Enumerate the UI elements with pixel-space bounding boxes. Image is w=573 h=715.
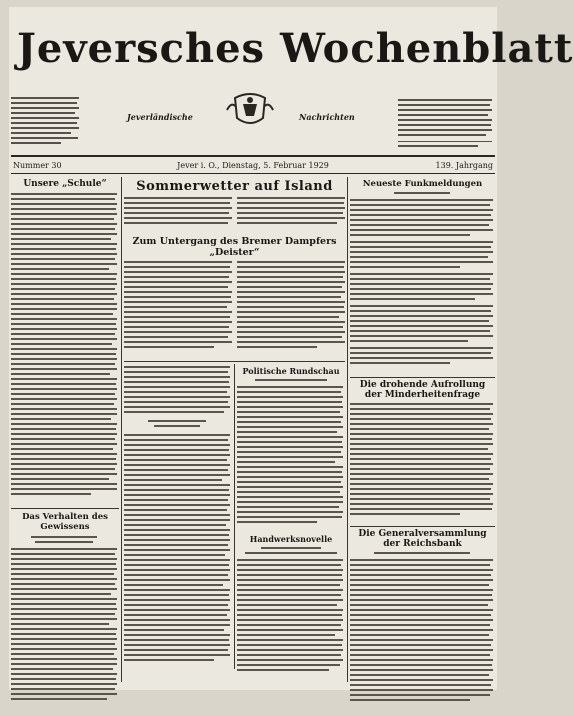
article-body-text bbox=[11, 191, 119, 501]
article-headline: Zum Untergang des Bremer Dampfers „Deister“ bbox=[132, 236, 337, 258]
article-headline: Das Verhalten des Gewissens bbox=[22, 512, 108, 532]
article-headline: Die drohende Aufrollung der Minderheitenfrage bbox=[359, 380, 486, 400]
newspaper-page bbox=[9, 7, 573, 690]
article-body-text bbox=[124, 196, 345, 230]
section-headline: Handwerksnovelle bbox=[249, 534, 333, 544]
masthead-subtitle-left: Jeverländische bbox=[127, 112, 193, 122]
article-headline: Sommerwetter auf Island bbox=[136, 179, 333, 194]
masthead-subtitle-right: Nachrichten bbox=[299, 112, 355, 122]
masthead-title: Jeversches Wochenblatt bbox=[17, 25, 573, 72]
column-4 bbox=[350, 177, 495, 682]
coat-of-arms-icon bbox=[223, 92, 277, 128]
column-divider bbox=[347, 177, 348, 682]
issue-date: Jever i. O., Dienstag, 5. Februar 1929 bbox=[177, 161, 329, 170]
article-body-text bbox=[350, 551, 495, 711]
column-divider bbox=[234, 364, 235, 669]
article-headline: Die Generalversammlung der Reichsbank bbox=[358, 529, 487, 549]
article-headline: Neueste Funkmeldungen bbox=[362, 179, 483, 189]
masthead-left-notice bbox=[11, 97, 81, 151]
column-3-lower bbox=[237, 364, 345, 680]
article-headline: Unsere „Schule“ bbox=[23, 179, 107, 189]
masthead-rule-top bbox=[11, 155, 495, 157]
column-divider bbox=[121, 177, 122, 682]
masthead-rule-bottom bbox=[11, 173, 495, 174]
article-body-text bbox=[124, 260, 345, 355]
article-body-text bbox=[350, 191, 495, 371]
volume-number: 139. Jahrgang bbox=[435, 161, 493, 170]
issue-info-row bbox=[11, 159, 495, 173]
article-body-text bbox=[124, 364, 232, 669]
article-body-text bbox=[350, 402, 495, 520]
article-body-text bbox=[11, 534, 119, 704]
column-2-lower bbox=[124, 364, 232, 673]
section-headline: Politische Rundschau bbox=[242, 366, 340, 376]
masthead-right-notice bbox=[398, 99, 494, 151]
column-2-3 bbox=[124, 177, 345, 682]
article-body-text bbox=[237, 378, 345, 528]
column-1 bbox=[11, 177, 119, 682]
issue-number: Nummer 30 bbox=[13, 161, 62, 170]
article-body-text bbox=[237, 546, 345, 676]
